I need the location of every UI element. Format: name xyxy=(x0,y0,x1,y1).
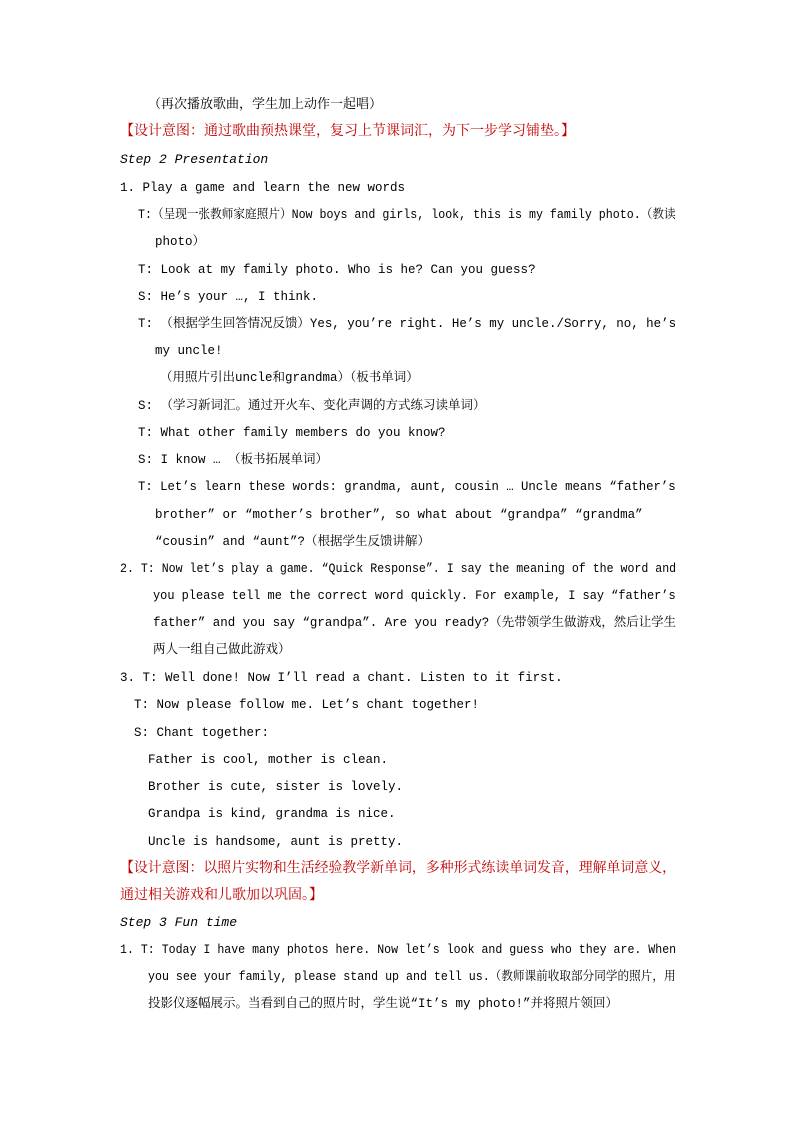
dialogue-line: photo） xyxy=(155,235,206,249)
item-1-heading: 1. Play a game and learn the new words xyxy=(120,181,406,195)
dialogue-line: S: I know … （板书拓展单词） xyxy=(138,453,329,467)
design-intent-1: 【设计意图：通过歌曲预热课堂，复习上节课词汇，为下一步学习铺垫。】 xyxy=(120,123,575,139)
dialogue-line: T: Now please follow me. Let’s chant together! xyxy=(134,698,480,712)
fun-time-line: 1. T: Today I have many photos here. Now let’s look and guess who they are. When xyxy=(120,943,677,957)
item-2-line: father” and you say “grandpa”. Are you ready?（先带领学生做游戏，然后让学生 xyxy=(153,616,677,630)
dialogue-line: “cousin” and “aunt”?（根据学生反馈讲解） xyxy=(155,535,431,549)
design-intent-2: 【设计意图：以照片实物和生活经验教学新单词，多种形式练读单词发音，理解单词意义， xyxy=(120,860,677,876)
chant-line: Uncle is handsome, aunt is pretty. xyxy=(148,835,404,849)
teaching-note: （用照片引出uncle和grandma）（板书单词） xyxy=(160,371,419,385)
dialogue-line: T:（呈现一张教师家庭照片）Now boys and girls, look, this is my family photo.（教读 xyxy=(138,208,676,222)
step-3-heading: Step 3 Fun time xyxy=(120,915,238,930)
dialogue-line: T: Look at my family photo. Who is he? Can you guess? xyxy=(138,263,536,277)
design-intent-2-cont: 通过相关游戏和儿歌加以巩固。】 xyxy=(120,887,323,903)
step-2-heading: Step 2 Presentation xyxy=(120,152,269,167)
item-2-line: 两人一组自己做此游戏） xyxy=(153,643,291,657)
dialogue-line: S: （学习新词汇。通过开火车、变化声调的方式练习读单词） xyxy=(138,399,486,413)
chant-line: Grandpa is kind, grandma is nice. xyxy=(148,807,396,821)
dialogue-line: S: He’s your …, I think. xyxy=(138,290,319,304)
dialogue-line: T: What other family members do you know? xyxy=(138,426,446,440)
song-replay-note: （再次播放歌曲，学生加上动作一起唱） xyxy=(148,97,383,112)
dialogue-line: T: （根据学生回答情况反馈）Yes, you’re right. He’s my uncle./Sorry, no, he’s xyxy=(138,317,677,331)
chant-line: Father is cool, mother is clean. xyxy=(148,753,389,767)
fun-time-line: you see your family, please stand up and tell us.（教师课前收取部分同学的照片，用 xyxy=(148,970,676,984)
fun-time-line: 投影仪逐幅展示。当看到自己的照片时，学生说“It’s my photo!”并将照片领回） xyxy=(148,997,619,1011)
chant-line: Brother is cute, sister is lovely. xyxy=(148,780,404,794)
item-2-line: 2. T: Now let’s play a game. “Quick Response”. I say the meaning of the word and xyxy=(120,562,677,576)
item-2-line: you please tell me the correct word quickly. For example, I say “father’s xyxy=(153,589,676,603)
dialogue-line: S: Chant together: xyxy=(134,726,270,740)
item-3-line: 3. T: Well done! Now I’ll read a chant. Listen to it first. xyxy=(120,671,563,685)
dialogue-line: brother” or “mother’s brother”, so what about “grandpa” “grandma” xyxy=(155,508,643,522)
dialogue-line: T: Let’s learn these words: grandma, aunt, cousin … Uncle means “father’s xyxy=(138,480,676,494)
dialogue-line: my uncle! xyxy=(155,344,223,358)
